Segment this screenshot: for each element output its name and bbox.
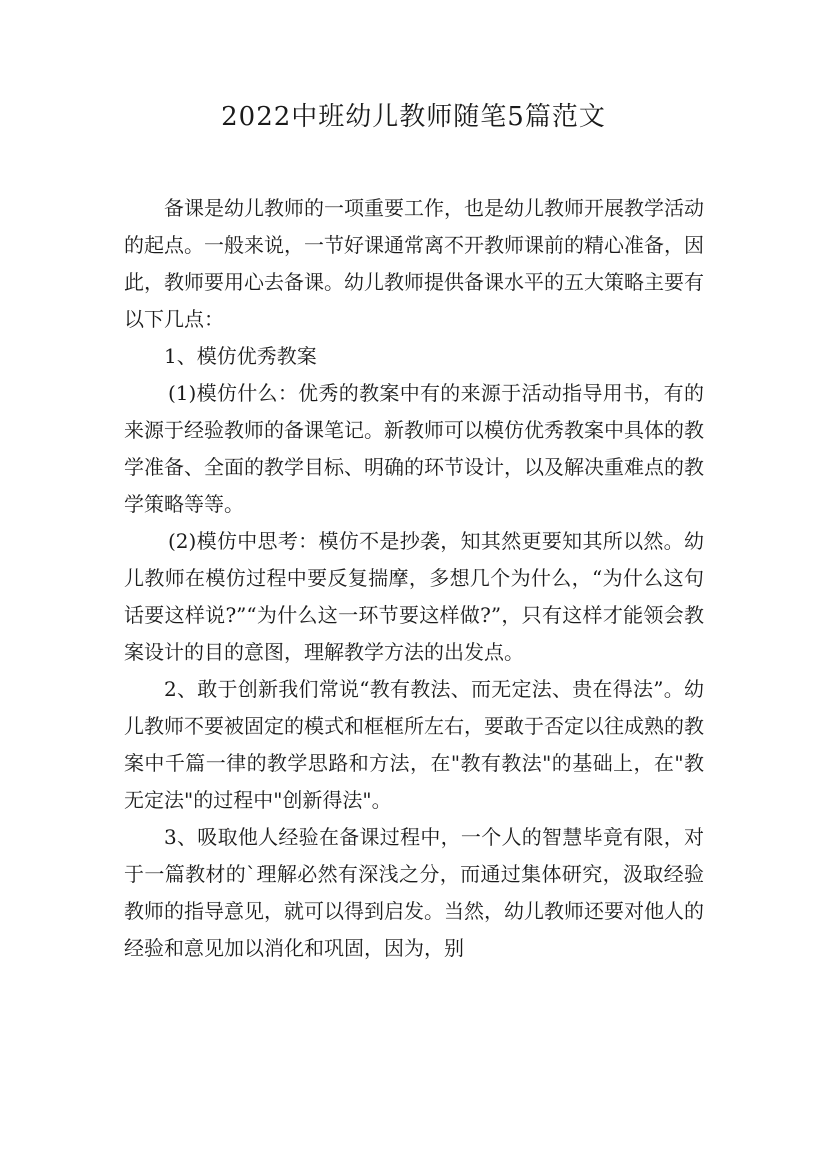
paragraph-think-while-imitating: (2)模仿中思考：模仿不是抄袭，知其然更要知其所以然。幼儿教师在模仿过程中要反复揣摩，多想几个为什么，“为什么这句话要这样说?”“为什么这一环节要这样做?”，只有这样才能领会教案设计的目的意图，理解教学方法的出发点。 (124, 529, 704, 664)
paragraph-dare-to-innovate: 2、敢于创新我们常说“教有教法、而无定法、贵在得法”。幼儿教师不要被固定的模式和框框所左右，要敢于否定以往成熟的教案中千篇一律的教学思路和方法，在"教有教法"的基础上，在"教无定法"的过程中"创新得法"。 (124, 677, 704, 812)
paragraph-what-to-imitate: (1)模仿什么：优秀的教案中有的来源于活动指导用书，有的来源于经验教师的备课笔记。新教师可以模仿优秀教案中具体的教学准备、全面的教学目标、明确的环节设计，以及解决重难点的教学策略等等。 (124, 381, 704, 516)
paragraph-learn-from-others: 3、吸取他人经验在备课过程中，一个人的智慧毕竟有限，对于一篇教材的`理解必然有深浅之分，而通过集体研究，汲取经验教师的指导意见，就可以得到启发。当然，幼儿教师还要对他人的经验和意见加以消化和巩固，因为，别 (124, 825, 704, 960)
heading-imitate-excellent-plans: 1、模仿优秀教案 (164, 344, 317, 368)
document-body (124, 190, 704, 967)
document-title: 2022中班幼儿教师随笔5篇范文 (221, 102, 606, 132)
paragraph-intro: 备课是幼儿教师的一项重要工作，也是幼儿教师开展教学活动的起点。一般来说，一节好课通常离不开教师课前的精心准备，因此，教师要用心去备课。幼儿教师提供备课水平的五大策略主要有以下几点： (124, 196, 704, 331)
